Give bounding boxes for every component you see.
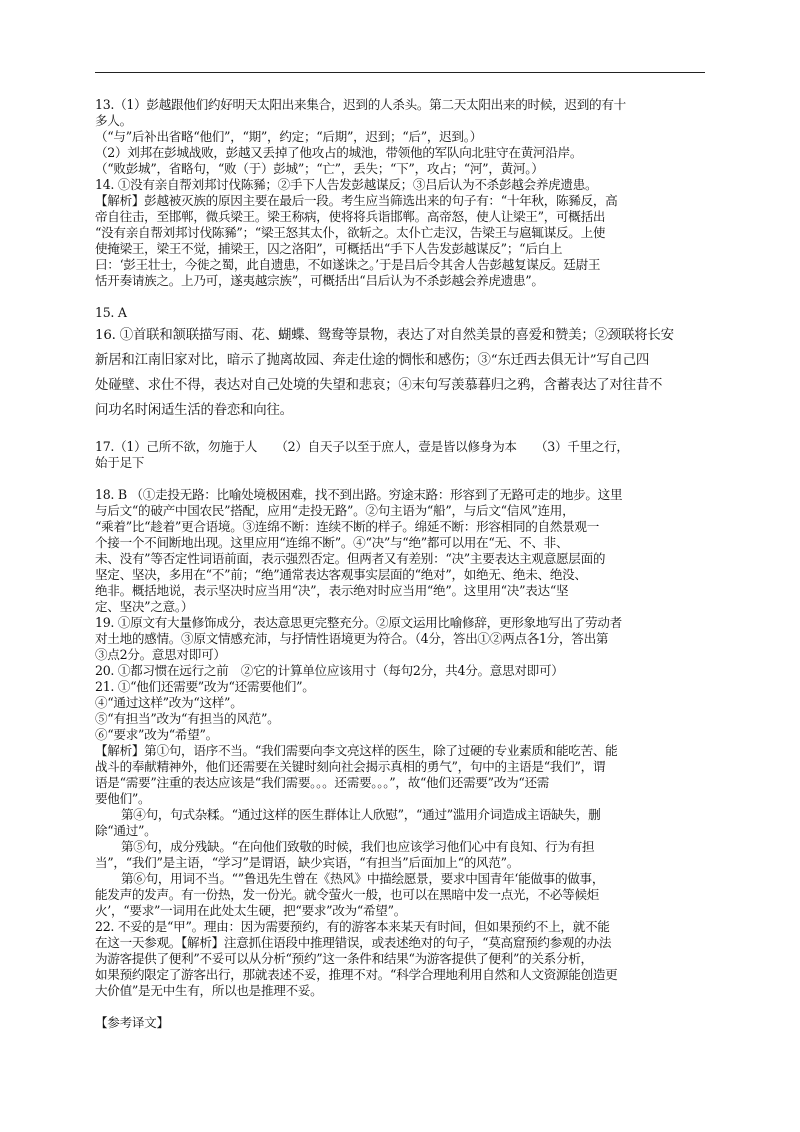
text-line: 要他们”。 <box>95 791 151 806</box>
text-line: （“与”后补出省略“他们”，“期”，约定；“后期”，迟到；“后”，迟到。） <box>95 129 483 144</box>
text-line: 帝自往击，至邯郸，微兵梁王。梁王称病，使将将兵诣邯郸。高帝怒，使人让梁王”，可概括出 <box>95 209 606 224</box>
answer-19 <box>95 615 707 663</box>
header-rule <box>95 72 705 73</box>
text-line: 未、没有”等否定性词语前面，表示强烈否定。但两者又有差别：“决”主要表达主观意愿层面的 <box>95 551 606 566</box>
text-line: 为游客提供了便利”不妥可以从分析“预约”这一条件和结果“为游客提供了便利”的关系分析， <box>95 951 593 966</box>
text-line: 使掩梁王，梁王不觉，捕梁王，囚之洛阳”，可概括出“手下人告发彭越谋反”；“后白上 <box>95 241 563 256</box>
text-line: ④“通过这样”改为“这样”。 <box>95 695 243 710</box>
text-line: 能发声的发声。有一份热，发一份光。就令萤火一般，也可以在黑暗中发一点光，不必等候炬 <box>95 887 600 902</box>
text-line: 新居和江南旧家对比，暗示了抛离故园、奔走仕途的惆怅和感伤；③“东迁西去俱无计”写自己四 <box>95 353 650 368</box>
text-line: 【解析】彭越被灭族的原因主要在最后一段。考生应当筛选出来的句子有：“十年秋，陈豨反，高 <box>95 193 618 208</box>
answer-17 <box>95 439 707 471</box>
text-line: 如果预约限定了游客出行，那就表述不妥，推理不对。“科学合理地利用自然和人文资源能创造更 <box>95 967 618 982</box>
text-line: 18. B （①走投无路：比喻处境极困难，找不到出路。穷途末路：形容到了无路可走的地步。这里 <box>95 487 623 502</box>
text-line: 在这一天参观。【解析】注意抓住语段中推理错误，或表述绝对的句子，“莫高窟预约参观的办法 <box>95 935 612 950</box>
text-line: 战斗的奉献精神外，他们还需要在关键时刻向社会揭示真相的勇气”，句中的主语是“我们”，谓 <box>95 759 606 774</box>
answer-16 <box>95 323 707 423</box>
text-line: 14. ①没有亲自帮刘邦讨伐陈豨；②手下人告发彭越谋反；③吕后认为不杀彭越会养虎遗患。 <box>95 177 598 192</box>
answer-18 <box>95 487 707 615</box>
text-line: 与后文“的破产中国农民”搭配，应用“走投无路”。②句主语为“船”，与后文“信风”连用， <box>95 503 575 518</box>
text-line: 当”，“我们”是主语，“学习”是谓语，缺少宾语，“有担当”后面加上“的风范”。 <box>95 855 520 870</box>
text-line: （“败彭城”，省略句，“败（于）彭城”；“亡”，丢失；“下”，攻占；“河”，黄河。） <box>95 161 544 176</box>
text-line: 第④句，句式杂糅。“通过这样的医生群体让人欣慰”，“通过”滥用介词造成主语缺失，删 <box>121 807 601 822</box>
reference-translation-heading: 【参考译文】 <box>95 1015 169 1030</box>
text-line: 问功名时闲适生活的眷恋和向往。 <box>95 403 293 418</box>
text-line: 大价值”是无中生有，所以也是推理不妥。 <box>95 983 323 998</box>
text-line: 21. ①“他们还需要”改为“还需要他们”。 <box>95 679 315 694</box>
text-line: 第⑤句，成分残缺。“在向他们致敬的时候，我们也应该学习他们心中有良知、行为有担 <box>121 839 595 854</box>
answer-15: 15. A <box>95 305 127 320</box>
text-line: “乘着”比“趁着”更合语境。③连绵不断：连续不断的样子。绵延不断：形容相同的自然景观一 <box>95 519 600 534</box>
text-line: 曰：‘彭王壮士，今徙之蜀，此自遗患，不如遂诛之。’于是吕后令其舍人告彭越复谋反。廷尉王 <box>95 257 601 272</box>
answer-document <box>95 97 707 1031</box>
answer-20: 20. ①都习惯在远行之前 ②它的计算单位应该用寸（每句2分，共4分。意思对即可） <box>95 663 564 678</box>
text-line: 22. 不妥的是“甲”。理由：因为需要预约，有的游客本来某天有时间，但如果预约不上，就不能 <box>95 919 610 934</box>
answer-21 <box>95 679 707 919</box>
text-line: ⑥“要求”改为“希望”。 <box>95 727 218 742</box>
text-line: 绝非。概括地说，表示坚决时应当用“决”，表示绝对时应当用“绝”。这里用“决”表达“坚 <box>95 583 569 598</box>
text-line: 坚定、坚决，多用在“不”前；“绝”通常表达客观事实层面的“绝对”，如绝无、绝未、绝没、 <box>95 567 587 582</box>
text-line: 恬开奏请族之。上乃可，遂夷越宗族”，可概括出“吕后认为不杀彭越会养虎遗患”。 <box>95 273 544 288</box>
answer-13 <box>95 97 707 177</box>
text-line: 【解析】第①句，语序不当。“我们需要向李文亮这样的医生，除了过硬的专业素质和能吃苦、能 <box>95 743 618 758</box>
text-line: 处碰壁、求仕不得，表达对自己处境的失望和悲哀；④末句写羡慕暮归之鸦，含蓄表达了对往昔不 <box>95 378 663 393</box>
text-line: 除“通过”。 <box>95 823 157 838</box>
text-line: 语是“需要”注重的表达应该是“我们需要。。。还需要。。。”，故“他们还需要”改为“还需 <box>95 775 550 790</box>
text-line: ⑤“有担当”改为“有担当的风范”。 <box>95 711 280 726</box>
text-line: “没有亲自帮刘邦讨伐陈豨”；“梁王怒其太仆，欲斩之。太仆亡走汉，告梁王与扈辄谋反。上使 <box>95 225 606 240</box>
text-line: 个接一个不间断地出现。这里应用“连绵不断”。④“决”与“绝”都可以用在“无、不、非、 <box>95 535 569 550</box>
answer-22 <box>95 919 707 999</box>
text-line: 火’，“要求”一词用在此处太生硬，把“要求”改为“希望”。 <box>95 903 406 918</box>
text-line: （2）刘邦在彭城战败，彭越又丢掉了他攻占的城池，带领他的军队向北驻守在黄河沿岸。 <box>95 145 583 160</box>
text-line: 19. ①原文有大量修饰成分，表达意思更完整充分。②原文运用比喻修辞，更形象地写出了劳动者 <box>95 615 622 630</box>
text-line: 对土地的感情。③原文情感充沛，与抒情性语境更为符合。（4分，答出①②两点各1分，答出第 <box>95 631 609 646</box>
text-line: 始于足下 <box>95 455 145 470</box>
text-line: 13.（1）彭越跟他们约好明天太阳出来集合，迟到的人杀头。第二天太阳出来的时候，迟到的有十 <box>95 97 626 112</box>
text-line: 17.（1）己所不欲，勿施于人 （2）自天子以至于庶人，壹是皆以修身为本 （3）千里之行， <box>95 439 629 454</box>
text-line: 多人。 <box>95 113 132 128</box>
answer-14 <box>95 177 707 289</box>
text-line: ③点2分。意思对即可） <box>95 647 226 662</box>
text-line: 定、坚决”之意。） <box>95 599 194 614</box>
text-line: 16. ①首联和颔联描写雨、花、蝴蝶、鸳鸯等景物，表达了对自然美景的喜爱和赞美；②颈联将长安 <box>95 328 674 343</box>
text-line: 第⑥句，用词不当。“”鲁迅先生曾在《热风》中描绘愿景，要求中国青年‘能做事的做事， <box>121 871 605 886</box>
